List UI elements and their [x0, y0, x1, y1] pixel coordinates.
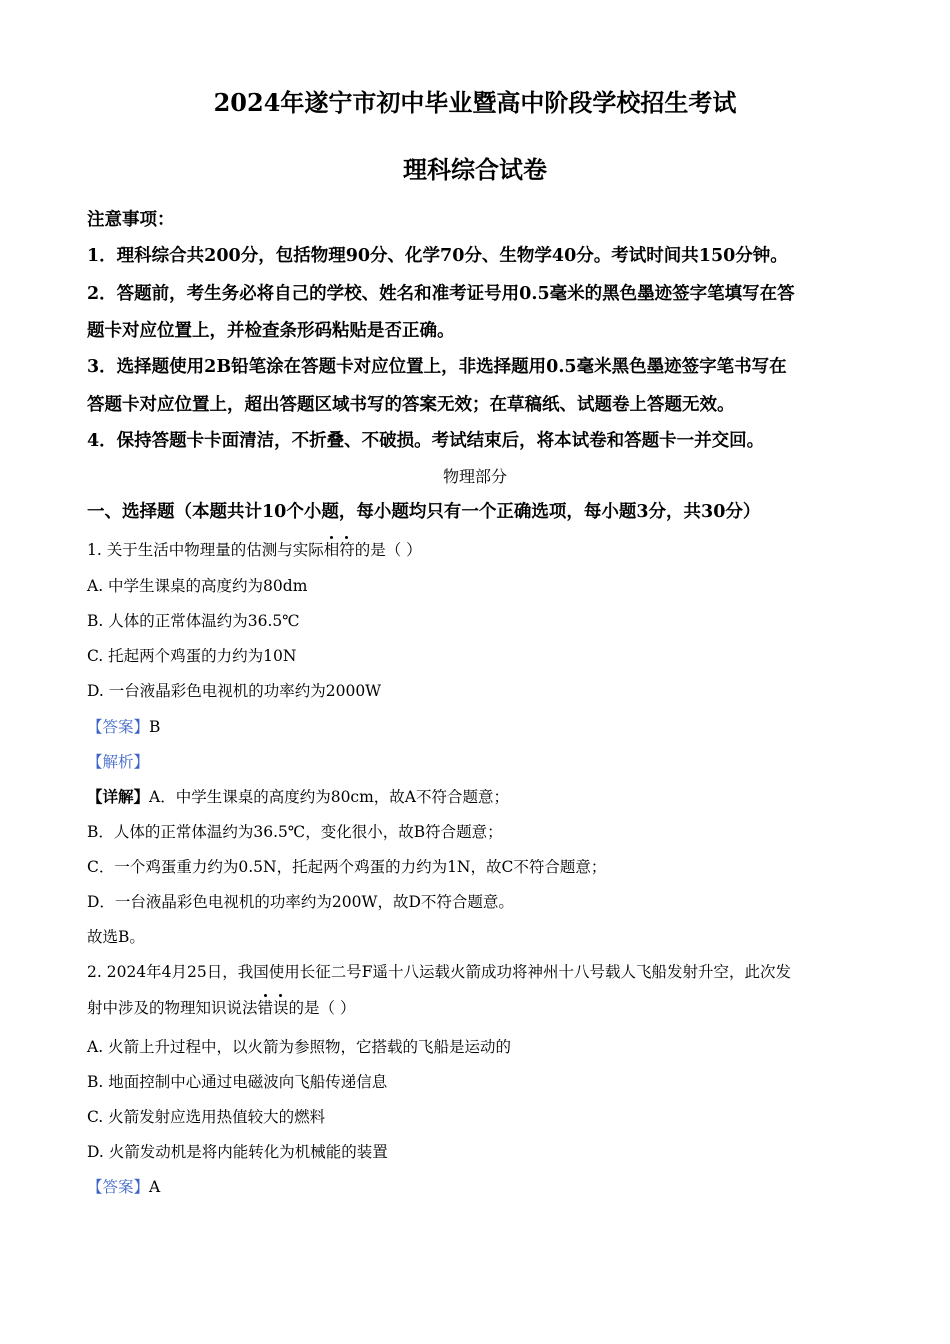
notice-item: 3．选择题使用2B铅笔涂在答题卡对应位置上，非选择题用0.5毫米黑色墨迹签字笔书写在	[87, 357, 787, 377]
question-1-option-a: A. 中学生课桌的高度约为80dm	[87, 577, 308, 595]
question-1-answer	[87, 716, 160, 738]
notice-heading: 注意事项：	[87, 210, 175, 230]
page-title: 2024年遂宁市初中毕业暨高中阶段学校招生考试	[213, 88, 737, 117]
question-2-option-a: A. 火箭上升过程中，以火箭为参照物，它搭载的飞船是运动的	[87, 1038, 512, 1056]
question-2-option-d: D. 火箭发动机是将内能转化为机械能的装置	[87, 1143, 388, 1161]
question-1-stem-before: 1. 关于生活中物理量的估测与实际	[87, 541, 324, 559]
notice-item: 题卡对应位置上，并检查条形码粘贴是否正确。	[87, 321, 455, 341]
detail-line: D．一台液晶彩色电视机的功率约为200W，故D不符合题意。	[87, 893, 514, 911]
question-1-option-b: B. 人体的正常体温约为36.5℃	[87, 612, 300, 630]
question-1-option-d: D. 一台液晶彩色电视机的功率约为2000W	[87, 682, 382, 700]
question-1-stem	[87, 539, 422, 561]
question-2-stem-after: 的是（ ）	[288, 999, 356, 1017]
notice-item: 2．答题前，考生务必将自己的学校、姓名和准考证号用0.5毫米的黑色墨迹签字笔填写在答	[87, 284, 795, 304]
question-1-detail	[87, 786, 509, 808]
answer-tag: 【答案】	[87, 1178, 150, 1196]
section-physics-heading: 物理部分	[442, 467, 507, 486]
emphasis-dot-char: 错	[257, 999, 274, 1017]
emphasis-dot-char: 相	[323, 541, 340, 559]
detail-conclusion: 故选B。	[87, 928, 145, 946]
detail-tag: 【详解】	[87, 787, 150, 806]
detail-line: C．一个鸡蛋重力约为0.5N，托起两个鸡蛋的力约为1N，故C不符合题意；	[87, 858, 607, 876]
question-2-stem-line2	[87, 997, 355, 1019]
question-1-stem-after: 的是（ ）	[354, 541, 422, 559]
detail-text: A．中学生课桌的高度约为80cm，故A不符合题意；	[149, 788, 510, 806]
question-2-stem-line1: 2. 2024年4月25日，我国使用长征二号F遥十八运载火箭成功将神州十八号载人飞船发射升空，此次发	[87, 963, 792, 981]
question-1-option-c: C. 托起两个鸡蛋的力约为10N	[87, 647, 297, 665]
page-subtitle: 理科综合试卷	[403, 155, 547, 184]
analysis-tag: 【解析】	[87, 753, 150, 771]
answer-value: A	[149, 1178, 161, 1196]
question-2-option-b: B. 地面控制中心通过电磁波向飞船传递信息	[87, 1073, 388, 1091]
question-2-option-c: C. 火箭发射应选用热值较大的燃料	[87, 1108, 326, 1126]
question-2-stem-before: 射中涉及的物理知识说法	[87, 999, 258, 1017]
answer-value: B	[149, 718, 161, 736]
detail-line: B．人体的正常体温约为36.5℃，变化很小，故B符合题意；	[87, 823, 503, 841]
answer-tag: 【答案】	[87, 718, 150, 736]
notice-item: 答题卡对应位置上，超出答题区域书写的答案无效；在草稿纸、试题卷上答题无效。	[87, 395, 735, 415]
question-2-answer	[87, 1176, 160, 1198]
notice-item: 1．理科综合共200分，包括物理90分、化学70分、生物学40分。考试时间共150分钟。	[87, 246, 788, 266]
emphasis-dot-char: 误	[273, 999, 289, 1017]
section-choice-heading: 一、选择题（本题共计10个小题，每小题均只有一个正确选项，每小题3分，共30分）	[87, 502, 761, 522]
notice-item: 4．保持答题卡卡面清洁，不折叠、不破损。考试结束后，将本试卷和答题卡一并交回。	[87, 431, 765, 451]
emphasis-dot-char: 符	[339, 541, 355, 559]
